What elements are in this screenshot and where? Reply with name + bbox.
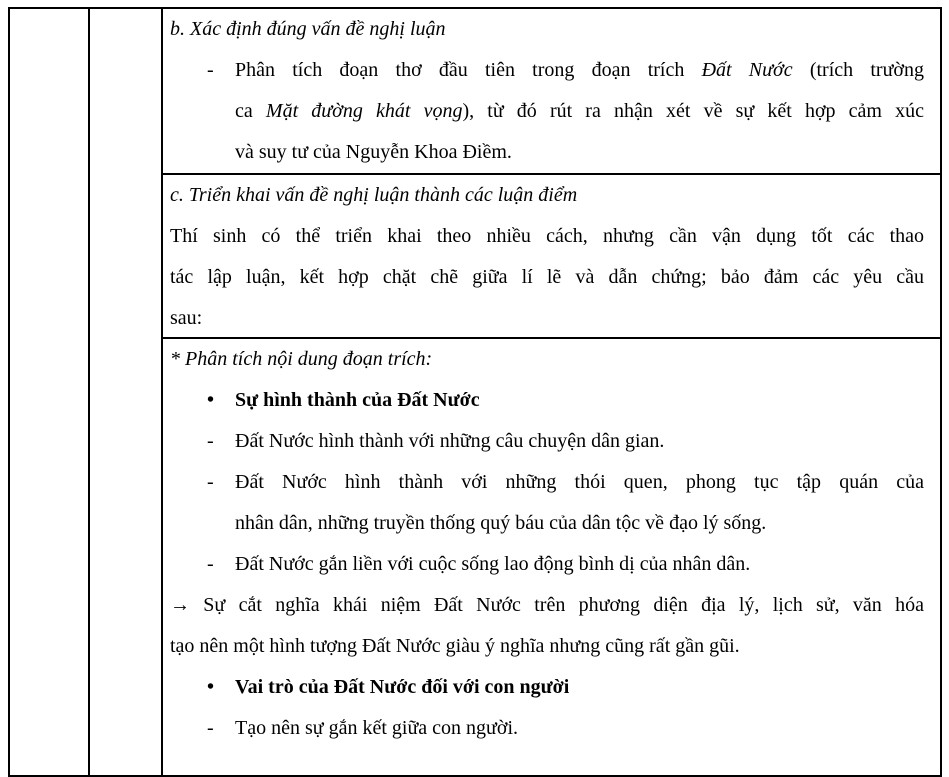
text-line — [170, 216, 924, 257]
text-line — [170, 91, 924, 132]
dash-marker: - — [207, 471, 214, 493]
text-line — [170, 585, 924, 626]
text-line — [170, 626, 924, 667]
text-line — [170, 667, 924, 708]
text-line — [170, 339, 924, 380]
text-line — [170, 421, 924, 462]
text-line — [170, 503, 924, 544]
text-line — [170, 298, 924, 339]
text-segment: * Phân tích nội dung đoạn trích: — [170, 348, 433, 370]
dash-marker: - — [207, 430, 214, 452]
text-line — [170, 380, 924, 421]
text-segment: nhân dân, những truyền thống quý báu của dân tộc về đạo lý sống. — [235, 512, 767, 534]
rubric-table — [8, 7, 942, 777]
text-line — [170, 132, 924, 173]
text-segment: tạo nên một hình tượng Đất Nước giàu ý nghĩa nhưng cũng rất gần gũi. — [170, 635, 740, 657]
rubric-section-b — [163, 9, 940, 175]
text-segment: ), từ đó rút ra nhận xét về sự kết hợp cảm xúc — [462, 100, 924, 122]
text-segment: và suy tư của Nguyễn Khoa Điềm. — [235, 141, 512, 163]
text-segment: Vai trò của Đất Nước đối với con người — [235, 676, 570, 698]
text-segment: Đất Nước hình thành với những câu chuyện dân gian. — [235, 430, 665, 452]
rubric-section-c — [163, 175, 940, 339]
text-line — [170, 544, 924, 585]
text-segment: Đất Nước hình thành với những thói quen, phong tục tập quán của — [235, 471, 924, 493]
table-column-score — [90, 9, 163, 775]
bullet-icon: • — [207, 389, 215, 411]
bullet-icon: • — [207, 676, 215, 698]
text-line — [170, 462, 924, 503]
text-segment: Tạo nên sự gắn kết giữa con người. — [235, 717, 519, 739]
text-line — [170, 9, 924, 50]
table-column-question — [10, 9, 90, 775]
text-segment: (trích trường — [792, 59, 924, 81]
text-segment: c. Triển khai vấn đề nghị luận thành các luận điểm — [170, 184, 578, 206]
text-segment: Đất Nước — [701, 59, 793, 81]
text-segment: → Sự cắt nghĩa khái niệm Đất Nước trên phương diện địa lý, lịch sử, văn hóa — [170, 594, 924, 616]
dash-marker: - — [207, 553, 214, 575]
text-segment: ca — [235, 100, 266, 122]
text-segment: b. Xác định đúng vấn đề nghị luận — [170, 18, 446, 40]
text-segment: Đất Nước gắn liền với cuộc sống lao động bình dị của nhân dân. — [235, 553, 751, 575]
text-segment: tác lập luận, kết hợp chặt chẽ giữa lí lẽ và dẫn chứng; bảo đảm các yêu cầu — [170, 266, 924, 288]
text-line — [170, 175, 924, 216]
table-column-answer — [163, 9, 940, 775]
text-segment: Phân tích đoạn thơ đầu tiên trong đoạn trích — [235, 59, 702, 81]
text-segment: Sự hình thành của Đất Nước — [235, 389, 480, 411]
dash-marker: - — [207, 717, 214, 739]
text-line — [170, 708, 924, 749]
text-line — [170, 257, 924, 298]
text-segment: Mặt đường khát vọng — [265, 100, 463, 122]
dash-marker: - — [207, 59, 214, 81]
text-segment: Thí sinh có thể triển khai theo nhiều cách, nhưng cần vận dụng tốt các thao — [170, 225, 924, 247]
text-segment: sau: — [170, 307, 203, 329]
rubric-section-analysis — [163, 339, 940, 775]
text-line — [170, 50, 924, 91]
